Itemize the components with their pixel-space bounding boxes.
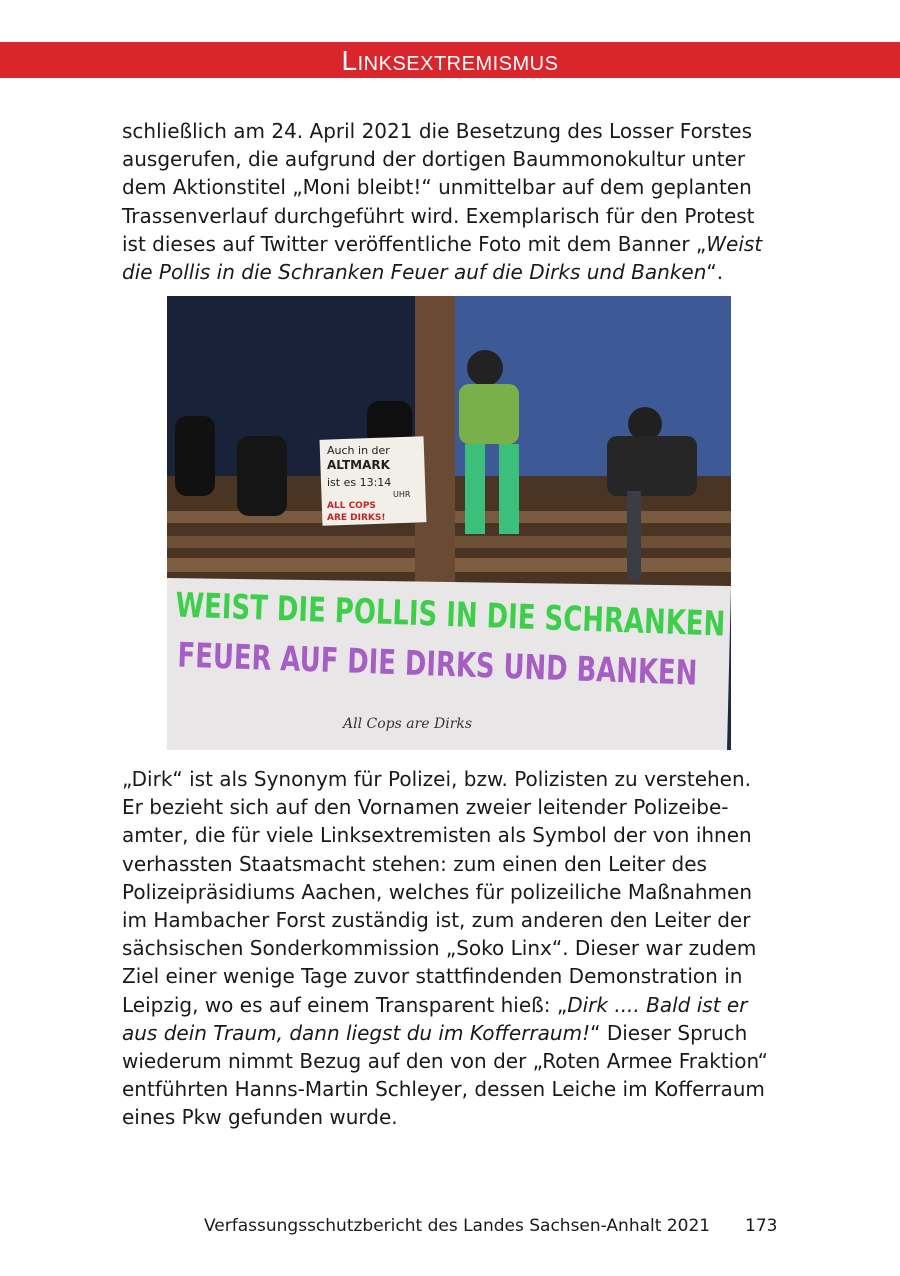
- paragraph-intro: [122, 117, 787, 286]
- transparent-quote: Dirk .... Bald ist er: [567, 992, 748, 1017]
- text-line: verhassten Staatsmacht stehen: zum einen den Leiter des: [122, 851, 707, 876]
- text-line: wiederum nimmt Bezug auf den von der „Roten Armee Fraktion“: [122, 1049, 769, 1074]
- text-line: „Dirk“ ist als Synonym für Polizei, bzw. Polizisten zu verstehen.: [122, 767, 752, 791]
- text-line: im Hambacher Forst zuständig ist, zum anderen den Leiter der: [122, 908, 751, 933]
- text-line: ausgerufen, die aufgrund der dortigen Baummonokultur unter: [122, 147, 746, 172]
- protest-photo: [167, 296, 897, 750]
- text-plain: “ Dieser Spruch: [590, 1020, 748, 1045]
- sign-line: ist es 13:14: [327, 476, 392, 489]
- text-line: sächsischen Sonderkommission „Soko Linx“. Dieser war zudem: [122, 936, 757, 961]
- chapter-title: Linksextremismus: [341, 45, 559, 76]
- banner-quote: die Pollis in die Schranken Feuer auf die Dirks und Banken: [122, 260, 707, 285]
- text-line: Er bezieht sich auf den Vornamen zweier leitender Polizeibe-: [122, 795, 729, 820]
- paragraph-dirk-explanation: [122, 765, 787, 1132]
- sign-line: ARE DIRKS!: [327, 513, 386, 523]
- text-plain: “.: [706, 260, 724, 285]
- footer-publication-title: Verfassungsschutzbericht des Landes Sachsen-Anhalt 2021: [204, 1216, 711, 1236]
- banner-quote: Weist: [706, 231, 763, 256]
- sign-line: ALTMARK: [327, 458, 390, 472]
- text-line: [122, 258, 787, 286]
- text-line: eines Pkw gefunden wurde.: [122, 1105, 398, 1130]
- sign-line: ALL COPS: [327, 501, 376, 511]
- transparent-quote: aus dein Traum, dann liegst du im Kofferraum!: [122, 1020, 591, 1045]
- text-line: [122, 991, 787, 1019]
- text-line: dem Aktionstitel „Moni bleibt!“ unmittelbar auf dem geplanten: [122, 175, 752, 200]
- banner-text-line-1: WEIST DIE POLLIS IN DIE SCHRANKEN: [174, 585, 897, 651]
- text-plain: Leipzig, wo es auf einem Transparent hieß: „: [122, 992, 568, 1017]
- text-line: amter, die für viele Linksextremisten als Symbol der von ihnen: [122, 823, 752, 848]
- banner-signature: All Cops are Dirks: [343, 716, 473, 732]
- page-number: 173: [745, 1216, 778, 1236]
- sign-line: Auch in der: [327, 444, 390, 457]
- text-line: schließlich am 24. April 2021 die Besetzung des Losser Forstes: [122, 119, 753, 143]
- text-line: [122, 230, 787, 258]
- chapter-header-bar: [0, 42, 900, 78]
- text-line: Ziel einer wenige Tage zuvor stattfindenden Demonstration in: [122, 964, 743, 989]
- text-line: [122, 1019, 787, 1047]
- text-line: Polizeipräsidiums Aachen, welches für polizeiliche Maßnahmen: [122, 879, 752, 904]
- page-footer: [0, 1216, 900, 1240]
- banner-text-line-2: FEUER AUF DIE DIRKS UND BANKEN: [176, 635, 862, 700]
- text-line: Trassenverlauf durchgeführt wird. Exemplarisch für den Protest: [122, 203, 755, 228]
- text-line: entführten Hanns-Martin Schleyer, dessen Leiche im Kofferraum: [122, 1077, 765, 1102]
- sign-line: UHR: [393, 490, 411, 499]
- text-plain: ist dieses auf Twitter veröffentliche Foto mit dem Banner „: [122, 231, 707, 256]
